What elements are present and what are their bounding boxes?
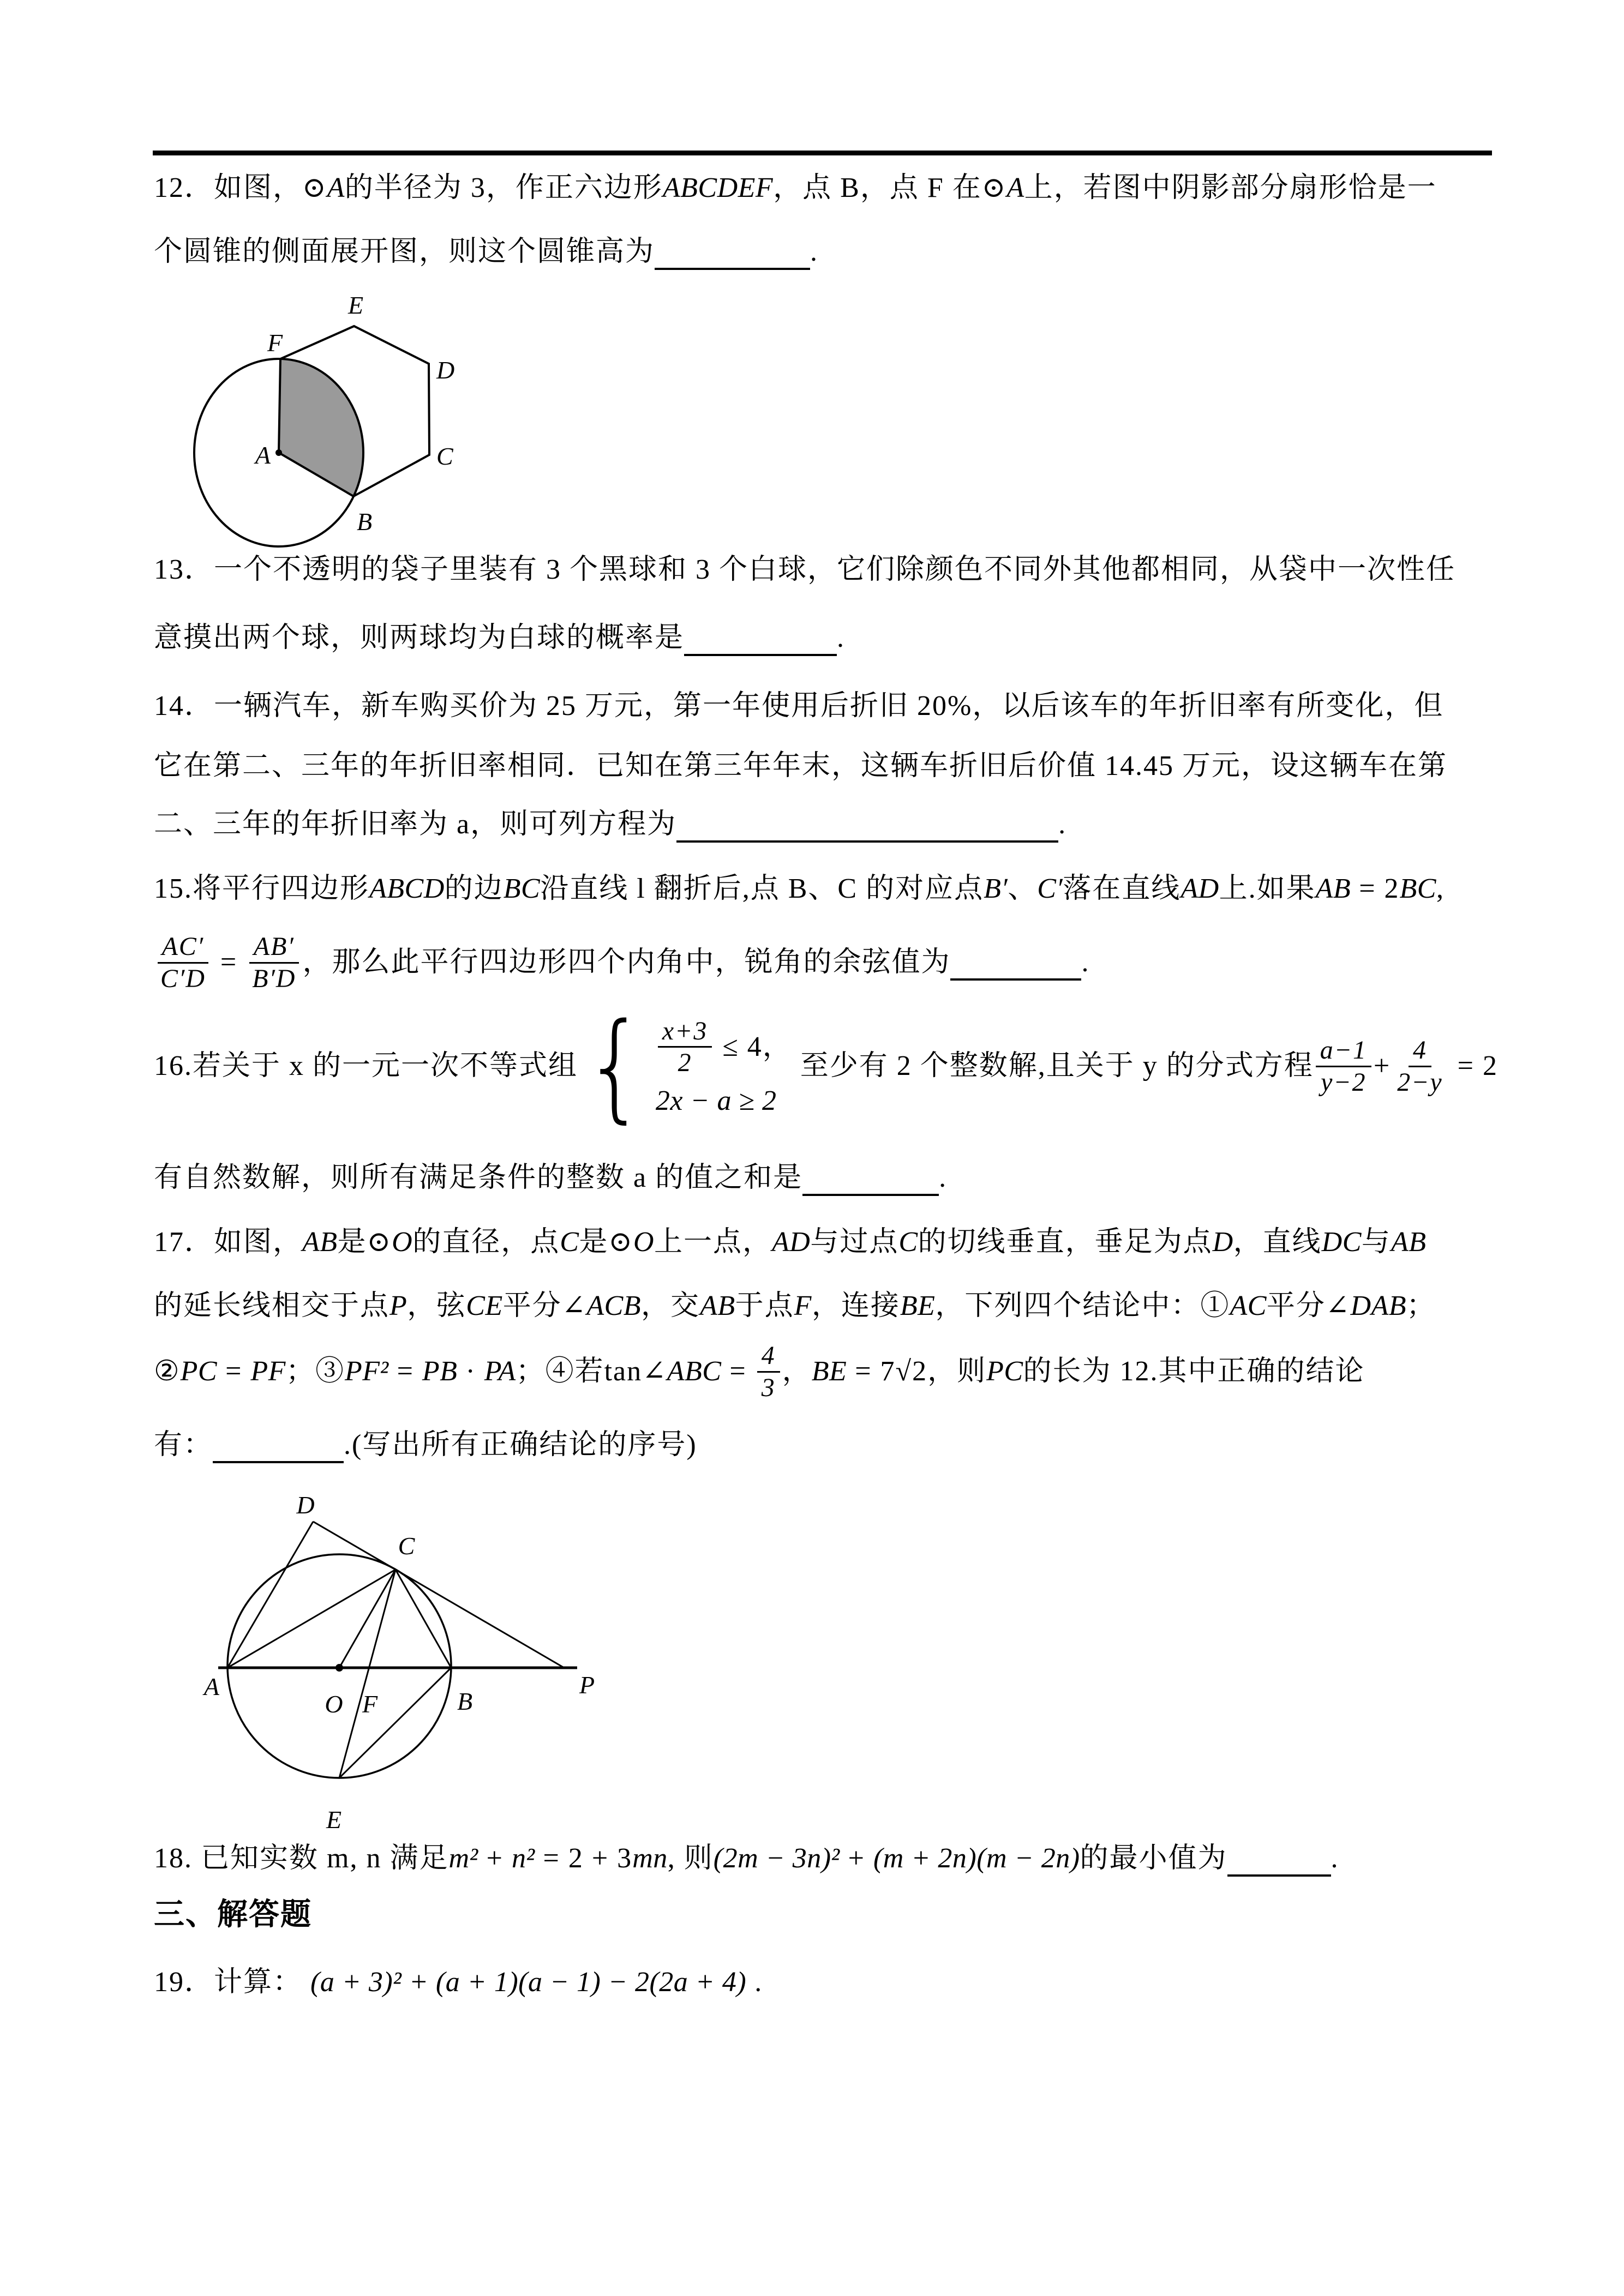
- text-run: +: [478, 1843, 512, 1874]
- segment-AC: [227, 1570, 395, 1668]
- text-run: ，交: [641, 1290, 700, 1322]
- math-text-run: F: [794, 1290, 812, 1322]
- text-run: 的延长线相交于点: [154, 1290, 390, 1322]
- math-text-run: AD: [772, 1227, 811, 1258]
- math-text-run: A: [327, 172, 345, 204]
- text-run: 与: [1361, 1227, 1391, 1258]
- fig2-label-B: B: [457, 1687, 473, 1715]
- answer-blank: [213, 1427, 344, 1463]
- section-heading: [154, 1884, 312, 1944]
- q12-line-2: [154, 222, 818, 282]
- math-text-run: PA: [484, 1356, 516, 1387]
- math-text-run: ABCD: [369, 873, 445, 905]
- math-text-run: (m + 2n)(m − 2n): [873, 1843, 1080, 1874]
- text-run: , 则: [667, 1843, 714, 1874]
- text-run: 、: [1008, 873, 1038, 905]
- q16-line-1: [154, 997, 1498, 1134]
- q14-line-3: [154, 795, 1066, 855]
- text-run: 16.若关于 x 的一元一次不等式组: [154, 1050, 578, 1082]
- text-run: ；: [1406, 1290, 1436, 1322]
- fig2-label-P: P: [579, 1671, 595, 1699]
- text-run: .: [1331, 1843, 1339, 1874]
- math-text-run: C′: [1037, 873, 1063, 905]
- fig1-label-D: D: [436, 356, 455, 384]
- math-text-run: AD: [1180, 873, 1219, 905]
- math-text-run: P: [389, 1290, 408, 1322]
- text-run: +: [1373, 1050, 1391, 1082]
- center-dot-A: [275, 449, 282, 456]
- math-text-run: A: [1006, 172, 1024, 204]
- q17-line-2: [154, 1276, 1436, 1336]
- text-run: ，点 B，点 F 在⊙: [773, 172, 1007, 204]
- text-run: 上.如果: [1219, 873, 1316, 905]
- math-text-run: BE: [900, 1290, 936, 1322]
- text-run: 平分∠: [1266, 1290, 1351, 1322]
- text-run: .: [810, 236, 819, 268]
- text-run: ，连接: [811, 1290, 900, 1322]
- math-text-run: C: [898, 1227, 918, 1258]
- text-run: 有：: [154, 1429, 213, 1461]
- fig1-label-C: C: [436, 442, 453, 470]
- text-run: 至少有 2 个整数解,且关于 y 的分式方程: [792, 1050, 1314, 1082]
- text-run: 上，若图中阴影部分扇形恰是一: [1024, 172, 1437, 204]
- answer-blank: [655, 234, 810, 270]
- text-run: =: [217, 1356, 251, 1387]
- math-text-run: O: [392, 1227, 413, 1258]
- text-run: 个圆锥的侧面展开图，则这个圆锥高为: [154, 236, 655, 268]
- text-run: = 2: [1351, 873, 1400, 905]
- math-text-run: PF: [250, 1356, 286, 1387]
- math-text-run: BC: [503, 873, 541, 905]
- fig2-label-E: E: [326, 1806, 342, 1834]
- math-fraction: $\frac{AB'}{B'D}$: [248, 931, 300, 993]
- system-row: [656, 1016, 792, 1078]
- text-run: ，下列四个结论中：①: [935, 1290, 1230, 1322]
- fig2-label-O: O: [325, 1690, 343, 1718]
- text-run: = 2: [1449, 1050, 1498, 1082]
- q17-line-1: [154, 1212, 1426, 1272]
- math-text-run: DAB: [1350, 1290, 1407, 1322]
- figure-hexagon-circle: [164, 289, 469, 573]
- fig1-label-B: B: [356, 508, 373, 536]
- q17-line-3: [154, 1333, 1365, 1410]
- text-run: ；③: [285, 1356, 345, 1387]
- math-text-run: CE: [466, 1290, 503, 1322]
- fig2-label-F: F: [362, 1690, 378, 1718]
- q19-line-1: [154, 1952, 763, 2012]
- text-run: ≤ 4，: [714, 1031, 792, 1062]
- text-run: ，直线: [1233, 1227, 1322, 1258]
- fig1-label-A: A: [255, 441, 271, 469]
- math-text-run: (a + 3)² + (a + 1)(a − 1) − 2(2a + 4): [310, 1967, 747, 1998]
- math-text-run: n²: [511, 1843, 535, 1874]
- text-run: 有自然数解，则所有满足条件的整数 a 的值之和是: [154, 1162, 803, 1194]
- math-text-run: D: [1212, 1227, 1233, 1258]
- math-text-run: O: [633, 1227, 655, 1258]
- text-run: 沿直线 l 翻折后,点 B、C 的对应点: [540, 873, 984, 905]
- text-run: +: [840, 1843, 873, 1874]
- math-text-run: PF²: [344, 1356, 389, 1387]
- q15-line-1: [154, 859, 1445, 919]
- fig1-label-F: F: [267, 329, 283, 357]
- math-text-run: PC: [180, 1356, 218, 1387]
- math-fraction: $\frac{a-1}{y-2}$: [1316, 1035, 1371, 1097]
- text-run: 意摸出两个球，则两球均为白球的概率是: [154, 622, 685, 654]
- text-run: 三、解答题: [154, 1897, 312, 1932]
- text-run: 19．计算：: [154, 1967, 311, 1998]
- segment-AD: [227, 1522, 313, 1668]
- q14-line-2: [154, 736, 1447, 796]
- text-run: 的半径为 3，作正六边形: [344, 172, 663, 204]
- shaded-sector: [279, 359, 363, 496]
- math-text-run: m²: [448, 1843, 478, 1874]
- text-run: 于点: [735, 1290, 794, 1322]
- math-text-run: BE: [811, 1356, 847, 1387]
- text-run: 的切线垂直，垂足为点: [918, 1227, 1213, 1258]
- text-run: .: [1081, 947, 1090, 978]
- text-run: .(写出所有正确结论的序号): [344, 1429, 697, 1461]
- fig2-label-A: A: [203, 1673, 219, 1700]
- segment-OC: [339, 1570, 395, 1668]
- text-run: ②: [154, 1356, 181, 1387]
- math-text-run: AC: [1230, 1290, 1267, 1322]
- text-run: 平分∠: [502, 1290, 587, 1322]
- fig2-label-D: D: [296, 1491, 315, 1519]
- text-run: .: [1058, 809, 1067, 840]
- text-run: = 2 + 3: [535, 1843, 633, 1874]
- text-run: .: [837, 622, 846, 654]
- math-text-run: BC: [1399, 873, 1436, 905]
- math-fraction: $\frac{4}{2-y}$: [1397, 1036, 1443, 1097]
- q17-line-4: [154, 1415, 697, 1475]
- math-text-run: AB: [302, 1227, 338, 1258]
- segment-CE: [339, 1570, 395, 1778]
- text-run: 的最小值为: [1080, 1843, 1227, 1874]
- math-text-run: C: [560, 1227, 579, 1258]
- text-run: =: [212, 947, 246, 978]
- text-run: 的长为 12.其中正确的结论: [1023, 1356, 1365, 1387]
- text-run: 13．一个不透明的袋子里装有 3 个黑球和 3 个白球，它们除颜色不同外其他都相同，从袋中一次性任: [154, 554, 1456, 586]
- answer-blank: [950, 945, 1081, 981]
- text-run: =: [721, 1356, 755, 1387]
- text-run: 17．如图，: [154, 1227, 303, 1258]
- math-text-run: ABC: [667, 1356, 722, 1387]
- text-run: ,: [1436, 873, 1445, 905]
- q13-line-2: [154, 608, 845, 668]
- text-run: ；④若tan∠: [516, 1356, 667, 1387]
- math-text-run: PC: [986, 1356, 1023, 1387]
- answer-blank: [1227, 1841, 1331, 1877]
- math-text-run: AB: [1315, 873, 1351, 905]
- text-run: ，那么此平行四边形四个内角中，锐角的余弦值为: [302, 947, 951, 978]
- fig2-label-C: C: [398, 1532, 415, 1560]
- text-run: 二、三年的年折旧率为 a，则可列方程为: [154, 809, 677, 840]
- text-run: ，弦: [407, 1290, 466, 1322]
- text-run: 18. 已知实数 m, n 满足: [154, 1843, 449, 1874]
- answer-blank: [684, 620, 837, 656]
- text-run: 14．一辆汽车，新车购买价为 25 万元，第一年使用后折旧 20%，以后该车的年折旧率有所变化，但: [154, 690, 1444, 722]
- answer-blank: [676, 807, 1058, 843]
- math-text-run: mn: [632, 1843, 668, 1874]
- math-fraction: $\frac{x+3}{2}$: [658, 1016, 712, 1078]
- q15-line-2: [154, 922, 1089, 1003]
- math-fraction: $\frac{4}{3}$: [757, 1341, 780, 1402]
- math-text-run: ACB: [586, 1290, 642, 1322]
- text-run: 它在第二、三年的年折旧率相同．已知在第三年年末，这辆车折旧后价值 14.45 万元，设这辆车在第: [154, 750, 1448, 782]
- answer-blank: [802, 1160, 939, 1196]
- header-separator: [153, 151, 1492, 155]
- segment-CB: [395, 1570, 451, 1668]
- text-run: 与过点: [810, 1227, 899, 1258]
- text-run: 落在直线: [1063, 873, 1181, 905]
- math-text-run: 2x − a ≥ 2: [655, 1085, 777, 1116]
- text-run: 的边: [444, 873, 504, 905]
- q14-line-1: [154, 676, 1443, 736]
- math-text-run: (2m − 3n)²: [713, 1843, 840, 1874]
- text-run: = 7√2，则: [847, 1356, 987, 1387]
- text-run: .: [939, 1162, 948, 1194]
- math-text-run: PB: [422, 1356, 458, 1387]
- system-row: [656, 1085, 792, 1116]
- text-run: .: [746, 1967, 763, 1998]
- text-run: 是⊙: [337, 1227, 392, 1258]
- math-text-run: AB: [700, 1290, 735, 1322]
- text-run: 的直径，点: [412, 1227, 560, 1258]
- text-run: 上一点，: [654, 1227, 772, 1258]
- text-run: 15.将平行四边形: [154, 873, 370, 905]
- math-text-run: DC: [1321, 1227, 1362, 1258]
- math-text-run: AB: [1391, 1227, 1427, 1258]
- figure-circle-tangent: [196, 1472, 611, 1854]
- q12-line-1: [154, 158, 1437, 218]
- text-run: ，: [782, 1356, 812, 1387]
- math-text-run: ABCDEF: [662, 172, 774, 204]
- q16-line-2: [154, 1148, 947, 1208]
- text-run: =: [388, 1356, 422, 1387]
- center-dot-O: [335, 1664, 343, 1672]
- math-fraction: $\frac{AC'}{C'D}$: [156, 931, 210, 993]
- system-brace-icon: {: [583, 997, 648, 1134]
- fig1-label-E: E: [347, 291, 364, 319]
- inequality-system: [578, 997, 792, 1134]
- math-text-run: B′: [984, 873, 1008, 905]
- text-run: 是⊙: [579, 1227, 633, 1258]
- text-run: ·: [457, 1356, 484, 1387]
- segment-BE: [339, 1668, 451, 1778]
- text-run: 12．如图，⊙: [154, 172, 327, 204]
